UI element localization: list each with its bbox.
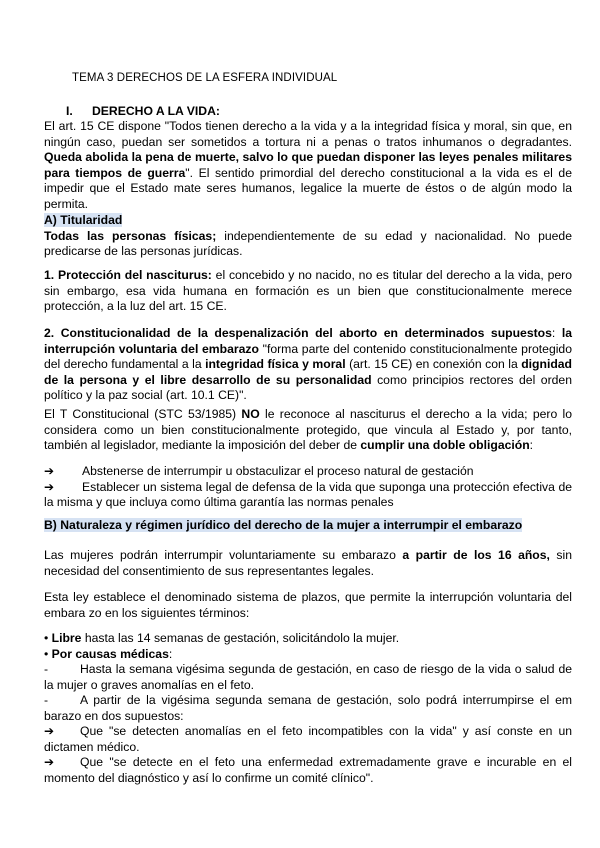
naturaleza-paragraph-1 (44, 548, 572, 579)
naturaleza-paragraph-2: Esta ley establece el denominado sistema de plazos, que permite la interrupción voluntaria del embara zo en los siguientes términos: (44, 590, 572, 620)
list-item-text: Hasta la semana vigésima segunda de gestación, en caso de riesgo de la vida o salud de la mujer o graves anomalías en el feto. (44, 662, 572, 692)
list-item (44, 755, 572, 786)
titularidad-text: independientemente de su edad y nacionalidad. No puede predicarse de las personas jurídicas. (44, 228, 572, 258)
titularidad-heading: A) Titularidad (44, 213, 123, 227)
point-nasciturus (44, 268, 572, 315)
section-heading-derecho-vida (66, 104, 220, 120)
libre-text: hasta las 14 semanas de gestación, solicitándolo la mujer. (81, 631, 400, 645)
point2-text1: "forma parte del contenido constitucionalmente protegido del derecho fundamental a la (44, 341, 572, 371)
section-title: DERECHO A LA VIDA: (92, 104, 220, 118)
medicas-colon: : (168, 646, 173, 661)
list-item (44, 464, 572, 480)
point2-heading: 2. Constitucionalidad de la despenalización del aborto en determinados supuestos (44, 326, 552, 340)
supuestos-list (44, 631, 572, 786)
bullet-icon: • (44, 631, 52, 645)
document-title: TEMA 3 DERECHOS DE LA ESFERA INDIVIDUAL (72, 72, 338, 84)
point1-text: el concebido y no nacido, no es titular del derecho a la vida, pero sin embargo, esa vida humana en formación es un bien que constitucionalmente merece protección, a la luz del art. 15 CE. (44, 268, 573, 313)
intro-paragraph (44, 119, 572, 212)
list-item-medicas (44, 647, 572, 663)
intro-text: El art. 15 CE dispone "Todos tienen derecho a la vida y a la integridad física y moral, sin que, en ningún caso, puedan ser sometidos a tortura ni a penas o tratos inhumanos o degradantes. (44, 119, 572, 149)
arrow-icon: ➔ (44, 724, 55, 738)
naturaleza-heading-row (44, 518, 572, 534)
tc-paragraph (44, 407, 572, 454)
naturaleza-p1-text: Las mujeres podrán interrumpir voluntariamente su embarazo (44, 548, 403, 562)
tc-text-pre: El T Constitucional (STC 53/1985) (44, 407, 242, 421)
point-despenalizacion (44, 326, 572, 404)
list-item-text: Que "se detecten anomalías en el feto incompatibles con la vida" y así conste en un dictamen médico. (44, 724, 572, 754)
point2-text2: (art. 15 CE) en conexión con la (345, 357, 522, 371)
list-item-text: A partir de la vigésima segunda semana de gestación, solo podrá interrumpirse el em barazo en dos supuestos: (44, 693, 572, 723)
bullet-icon: • (44, 646, 52, 661)
tc-text-mid: le reconoce al nasciturus el derecho a la vida; pero lo considera como un bien constitucionalmente protegido, que vincula al Estado y, por tanto, también al legislador, mediante la imposición del deber de (44, 407, 572, 452)
list-item (44, 480, 572, 511)
point1-heading: 1. Protección del nasciturus: (44, 268, 212, 282)
list-item-libre (44, 631, 572, 647)
libre-label: Libre (51, 631, 82, 645)
list-item-text: Que "se detecte en el feto una enfermedad extremadamente grave e incurable en el momento del diagnóstico y así lo confirme un comité clínico". (44, 755, 572, 785)
point2-bold3: integridad física y moral (205, 357, 346, 371)
naturaleza-p1-bold: a partir de los 16 años, (402, 548, 550, 562)
list-item-text: Establecer un sistema legal de defensa de la vida que suponga una protección efectiva de la misma y que incluya como última garantía las normas penales (44, 479, 572, 509)
point2-bold4: dignidad de la persona y el libre desarrollo de su personalidad (44, 357, 572, 387)
point2-bold2: la interrupción voluntaria del embarazo (44, 326, 572, 356)
list-item-text: Abstenerse de interrumpir u obstaculizar el proceso natural de gestación (82, 464, 474, 478)
obligations-list (44, 464, 572, 511)
naturaleza-heading: B) Naturaleza y régimen jurídico del derecho de la mujer a interrumpir el embarazo (44, 518, 523, 532)
dash-marker: - (44, 662, 49, 676)
dash-marker: - (44, 693, 49, 707)
arrow-icon: ➔ (44, 479, 55, 494)
naturaleza-p1-end: sin necesidad del consentimiento de sus representantes legales. (44, 548, 572, 578)
point2-colon: : (551, 326, 562, 340)
list-item (44, 662, 572, 693)
tc-bold: cumplir una doble obligación (360, 438, 530, 452)
arrow-icon: ➔ (44, 464, 55, 478)
list-item (44, 693, 572, 724)
intro-text-end: ". El sentido primordial del derecho constitucional a la vida es el de impedir que el Estado mate seres humanos, legalice la muerte de éstos o de algún modo la permita. (44, 165, 572, 211)
tc-no: NO (241, 407, 260, 421)
section-number: I. (66, 104, 73, 118)
arrow-icon: ➔ (44, 755, 55, 769)
tc-text-end: : (529, 438, 534, 452)
point2-text3: como principios rectores del orden político y la paz social (art. 10.1 CE)". (44, 372, 572, 402)
medicas-label: Por causas médicas (51, 646, 169, 661)
titularidad-lead: Todas las personas físicas; (44, 228, 217, 243)
list-item (44, 724, 572, 755)
titularidad-section (44, 213, 572, 260)
intro-bold-text: Queda abolida la pena de muerte, salvo lo que puedan disponer las leyes penales militares para tiempos de guerra (44, 150, 572, 180)
